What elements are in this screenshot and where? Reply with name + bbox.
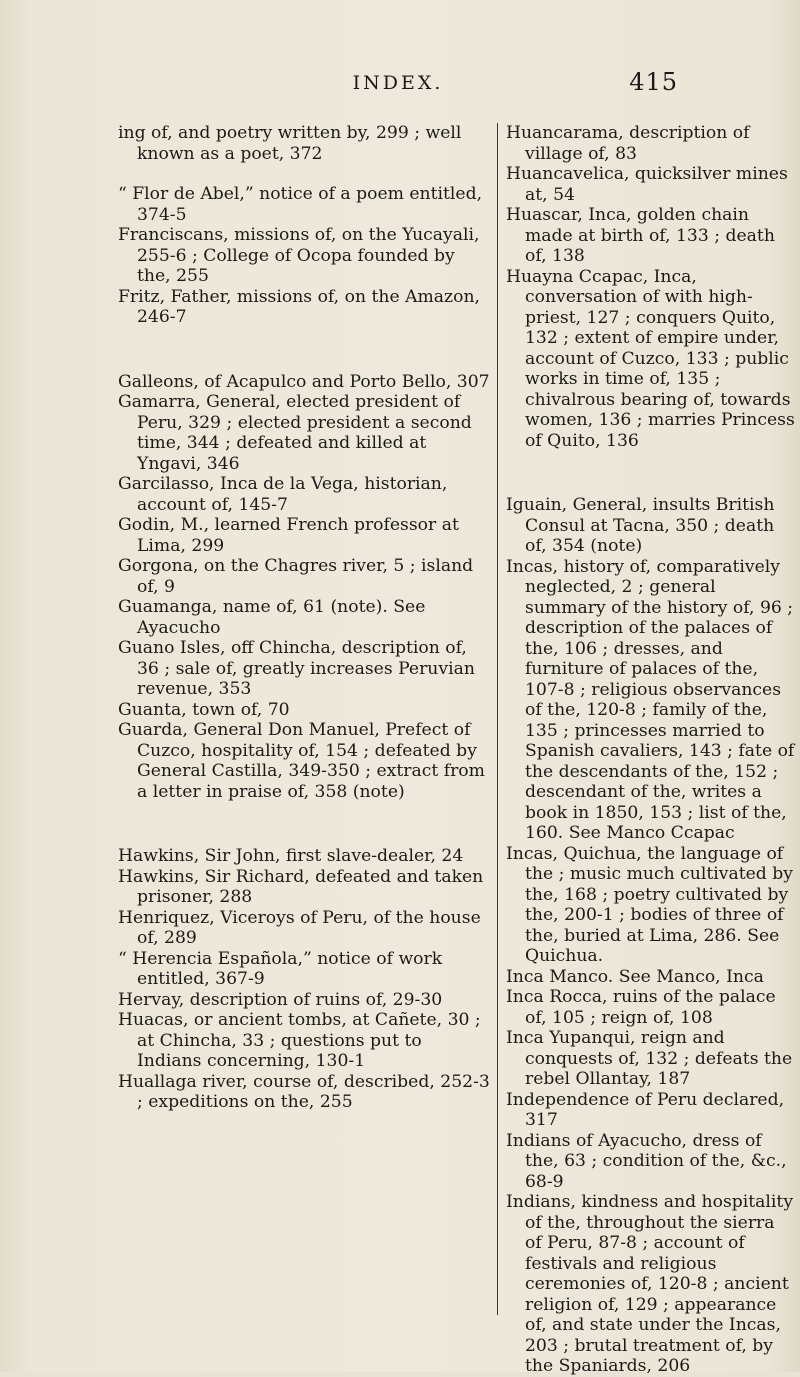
index-entry: Gorgona, on the Chagres river, 5 ; island of, 9 bbox=[118, 556, 474, 597]
entry-spacer bbox=[506, 451, 796, 495]
index-entry: Inca Yupanqui, reign and conquests of, 132 ; defeats the rebel Ollantay, 187 bbox=[506, 1028, 793, 1089]
entry-spacer bbox=[118, 164, 491, 184]
index-entry: Hawkins, Sir John, first slave-dealer, 24 bbox=[118, 846, 464, 866]
index-entry: Huancavelica, quicksilver mines at, 54 bbox=[506, 164, 788, 205]
index-entry: Inca Rocca, ruins of the palace of, 105 ; reign of, 108 bbox=[506, 987, 776, 1028]
right-column bbox=[506, 123, 796, 1377]
index-entry: Galleons, of Acapulco and Porto Bello, 307 bbox=[118, 371, 490, 392]
index-entry: Huallaga river, course of, described, 252-3 ; expeditions on the, 255 bbox=[118, 1071, 490, 1112]
index-entry: Hervay, description of ruins of, 29-30 bbox=[118, 989, 443, 1010]
index-entry: Huancarama, description of village of, 83 bbox=[506, 123, 750, 164]
index-entry: “ Herencia Española,” notice of work entitled, 367-9 bbox=[118, 948, 443, 989]
index-entry: Incas, history of, comparatively neglected, 2 ; general summary of the history of, 96 ; description of the palaces of the, 106 ; dresses, and furniture of palaces of the, 107-8 ; religious observances of the, 120-8 ; family of the, 135 ; princesses married to Spanish cavaliers, 143 ; fate of the descendants of the, 152 ; descendant of the, writes a book in 1850, 153 ; list of the, 160. See Manco Ccapac bbox=[506, 556, 795, 843]
index-entry: Huascar, Inca, golden chain made at birth of, 133 ; death of, 138 bbox=[506, 205, 775, 266]
left-column bbox=[118, 123, 491, 1113]
index-entry: Fritz, Father, missions of, on the Amazon, 246-7 bbox=[118, 286, 480, 327]
page-header bbox=[118, 68, 678, 102]
column-divider bbox=[497, 123, 498, 1315]
index-entry: Indians, kindness and hospitality of the, throughout the sierra of Peru, 87-8 ; account of festivals and religious ceremonies of, 120-8 ; ancient religion of, 129 ; appearance of, and state under the Incas, 203 ; brutal treatment of, by the Spaniards, 206 bbox=[506, 1192, 794, 1376]
index-entry: Independence of Peru declared, 317 bbox=[506, 1089, 785, 1130]
entry-spacer bbox=[118, 328, 491, 372]
index-entry: Iguain, General, insults British Consul at Tacna, 350 ; death of, 354 (note) bbox=[506, 495, 775, 556]
entry-spacer bbox=[118, 802, 491, 846]
index-entry: ing of, and poetry written by, 299 ; well known as a poet, 372 bbox=[118, 123, 462, 164]
index-entry: Indians of Ayacucho, dress of the, 63 ; condition of the, &c., 68-9 bbox=[506, 1130, 787, 1192]
index-entry: “ Flor de Abel,” notice of a poem entitled, 374-5 bbox=[118, 184, 483, 225]
index-entry: Huayna Ccapac, Inca, conversation of with high-priest, 127 ; conquers Quito, 132 ; extent of empire under, account of Cuzco, 133 ; public works in time of, 135 ; chivalrous bearing of, towards women, 136 ; marries Princess of Quito, 136 bbox=[506, 266, 795, 451]
index-entry: Guarda, General Don Manuel, Prefect of Cuzco, hospitality of, 154 ; defeated by General Castilla, 349-350 ; extract from a letter in praise of, 358 (note) bbox=[118, 720, 485, 802]
index-entry: Guano Isles, off Chincha, description of, 36 ; sale of, greatly increases Peruvian revenue, 353 bbox=[118, 638, 475, 699]
index-entry: Garcilasso, Inca de la Vega, historian, account of, 145-7 bbox=[118, 474, 448, 515]
index-entry: Godin, M., learned French professor at Lima, 299 bbox=[118, 515, 459, 556]
index-entry: Incas, Quichua, the language of the ; music much cultivated by the, 168 ; poetry cultivated by the, 200-1 ; bodies of three of the, buried at Lima, 286. See Quichua. bbox=[506, 843, 793, 966]
index-entry: Huacas, or ancient tombs, at Cañete, 30 ; at Chincha, 33 ; questions put to Indians concerning, 130-1 bbox=[118, 1010, 481, 1071]
index-entry: Henriquez, Viceroys of Peru, of the house of, 289 bbox=[118, 907, 481, 948]
page-number: 415 bbox=[629, 68, 678, 96]
running-head: INDEX. bbox=[352, 72, 444, 94]
index-entry: Inca Manco. See Manco, Inca bbox=[506, 966, 764, 987]
index-entry: Hawkins, Sir Richard, defeated and taken prisoner, 288 bbox=[118, 866, 484, 907]
index-entry: Guanta, town of, 70 bbox=[118, 699, 290, 720]
index-entry: Guamanga, name of, 61 (note). See Ayacucho bbox=[118, 597, 426, 638]
index-entry: Gamarra, General, elected president of Peru, 329 ; elected president a second time, 344 ; defeated and killed at Yngavi, 346 bbox=[118, 392, 472, 474]
index-entry: Franciscans, missions of, on the Yucayali, 255-6 ; College of Ocopa founded by the, 255 bbox=[118, 225, 480, 286]
